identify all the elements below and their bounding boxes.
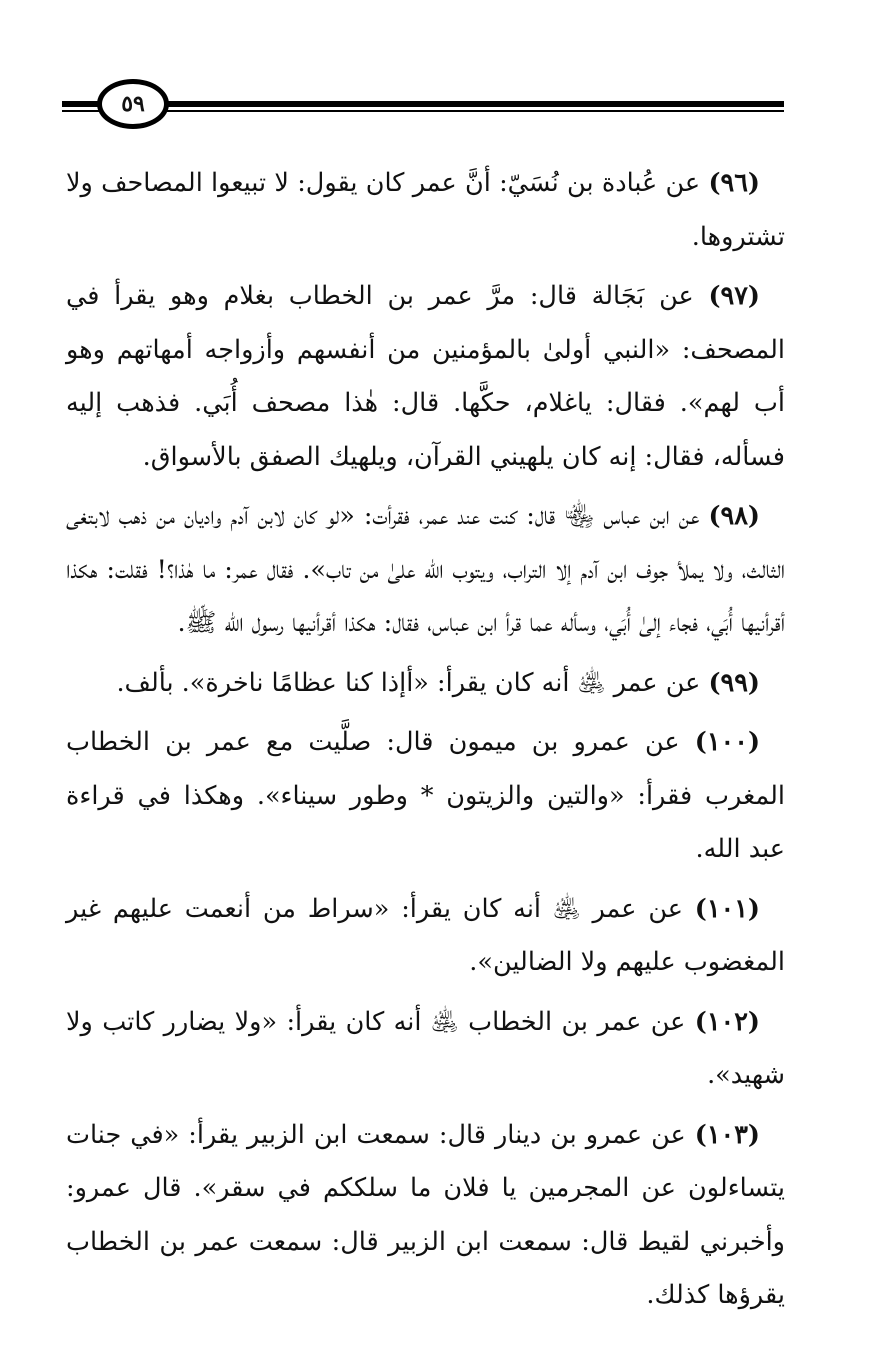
- hadith-entry: [66, 490, 785, 651]
- entry-number: (٩٨): [708, 501, 760, 531]
- hadith-entry: [66, 996, 785, 1103]
- header-rule-thin: [62, 110, 784, 112]
- entry-text: عن عُبادة بن نُسَيّ: أنَّ عمر كان يقول: لا تبيعوا المصاحف ولا تشتروها.: [66, 168, 785, 252]
- entry-text: عن عمرو بن دينار قال: سمعت ابن الزبير يقرأ: «في جنات يتساءلون عن المجرمين يا فلان ما سلككم في سقر». قال عمرو: وأخبرني لقيط قال: سمعت ابن الزبير قال: سمعت عمر بن الخطاب يقرؤها كذلك.: [66, 1119, 785, 1310]
- entry-text: عن عمر ﵁ أنه كان يقرأ: «سراط من أنعمت عليهم غير المغضوب عليهم ولا الضالين».: [66, 893, 785, 977]
- entry-number: (٩٦): [708, 168, 760, 198]
- entry-number: (١٠٣): [694, 1119, 760, 1150]
- entry-text: عن عمر ﵁ أنه كان يقرأ: «أإذا كنا عظامًا ناخرة». بألف.: [116, 667, 701, 698]
- entry-number: (٩٩): [708, 667, 760, 698]
- entry-text: عن عمر بن الخطاب ﵁ أنه كان يقرأ: «ولا يضارر كاتب ولا شهيد».: [66, 1006, 785, 1090]
- entry-number: (١٠١): [694, 893, 760, 924]
- entry-number: (١٠٠): [694, 727, 761, 757]
- hadith-entry: [66, 716, 785, 877]
- hadith-entry: [66, 657, 785, 711]
- header-rule-thick: [62, 101, 784, 107]
- hadith-entry: [66, 883, 785, 990]
- entry-text: عن عمرو بن ميمون قال: صلَّيت مع عمر بن الخطاب المغرب فقرأ: «والتين والزيتون * وطور سيناء». وهكذا في قراءة عبد الله.: [66, 727, 785, 864]
- entry-number: (٩٧): [708, 281, 760, 311]
- header-rule: [62, 96, 784, 116]
- hadith-entry: [66, 1109, 785, 1323]
- hadith-entry: [66, 157, 785, 264]
- entry-number: (١٠٢): [694, 1006, 760, 1037]
- hadith-entry: [66, 270, 785, 484]
- entry-text: عن ابن عباس ﵄ قال: كنت عند عمر، فقرأت: «لو كان لابن آدم واديان من ذهب لابتغى الثالث، ولا يملأ جوف ابن آدم إلا التراب، ويتوب الله علىٰ من تاب». فقال عمر: ما هٰذا؟! فقلت: هكذا أقرأنيها أُبَي، فجاء إلىٰ أُبَي، وسأله عما قرأ ابن عباس، فقال: هكذا أقرأنيها رسول الله ﷺ.: [66, 501, 785, 638]
- page-number: ٥٩: [97, 79, 169, 129]
- page-body: [66, 157, 785, 1329]
- entry-text: عن بَجَالة قال: مرَّ عمر بن الخطاب بغلام وهو يقرأ في المصحف: «النبي أولىٰ بالمؤمنين من أنفسهم وأزواجه أمهاتهم وهو أب لهم». فقال: ياغلام، حكَّها. قال: هٰذا مصحف أُبَي. فذهب إليه فسأله، فقال: إنه كان يلهيني القرآن، ويلهيك الصفق بالأسواق.: [66, 281, 785, 472]
